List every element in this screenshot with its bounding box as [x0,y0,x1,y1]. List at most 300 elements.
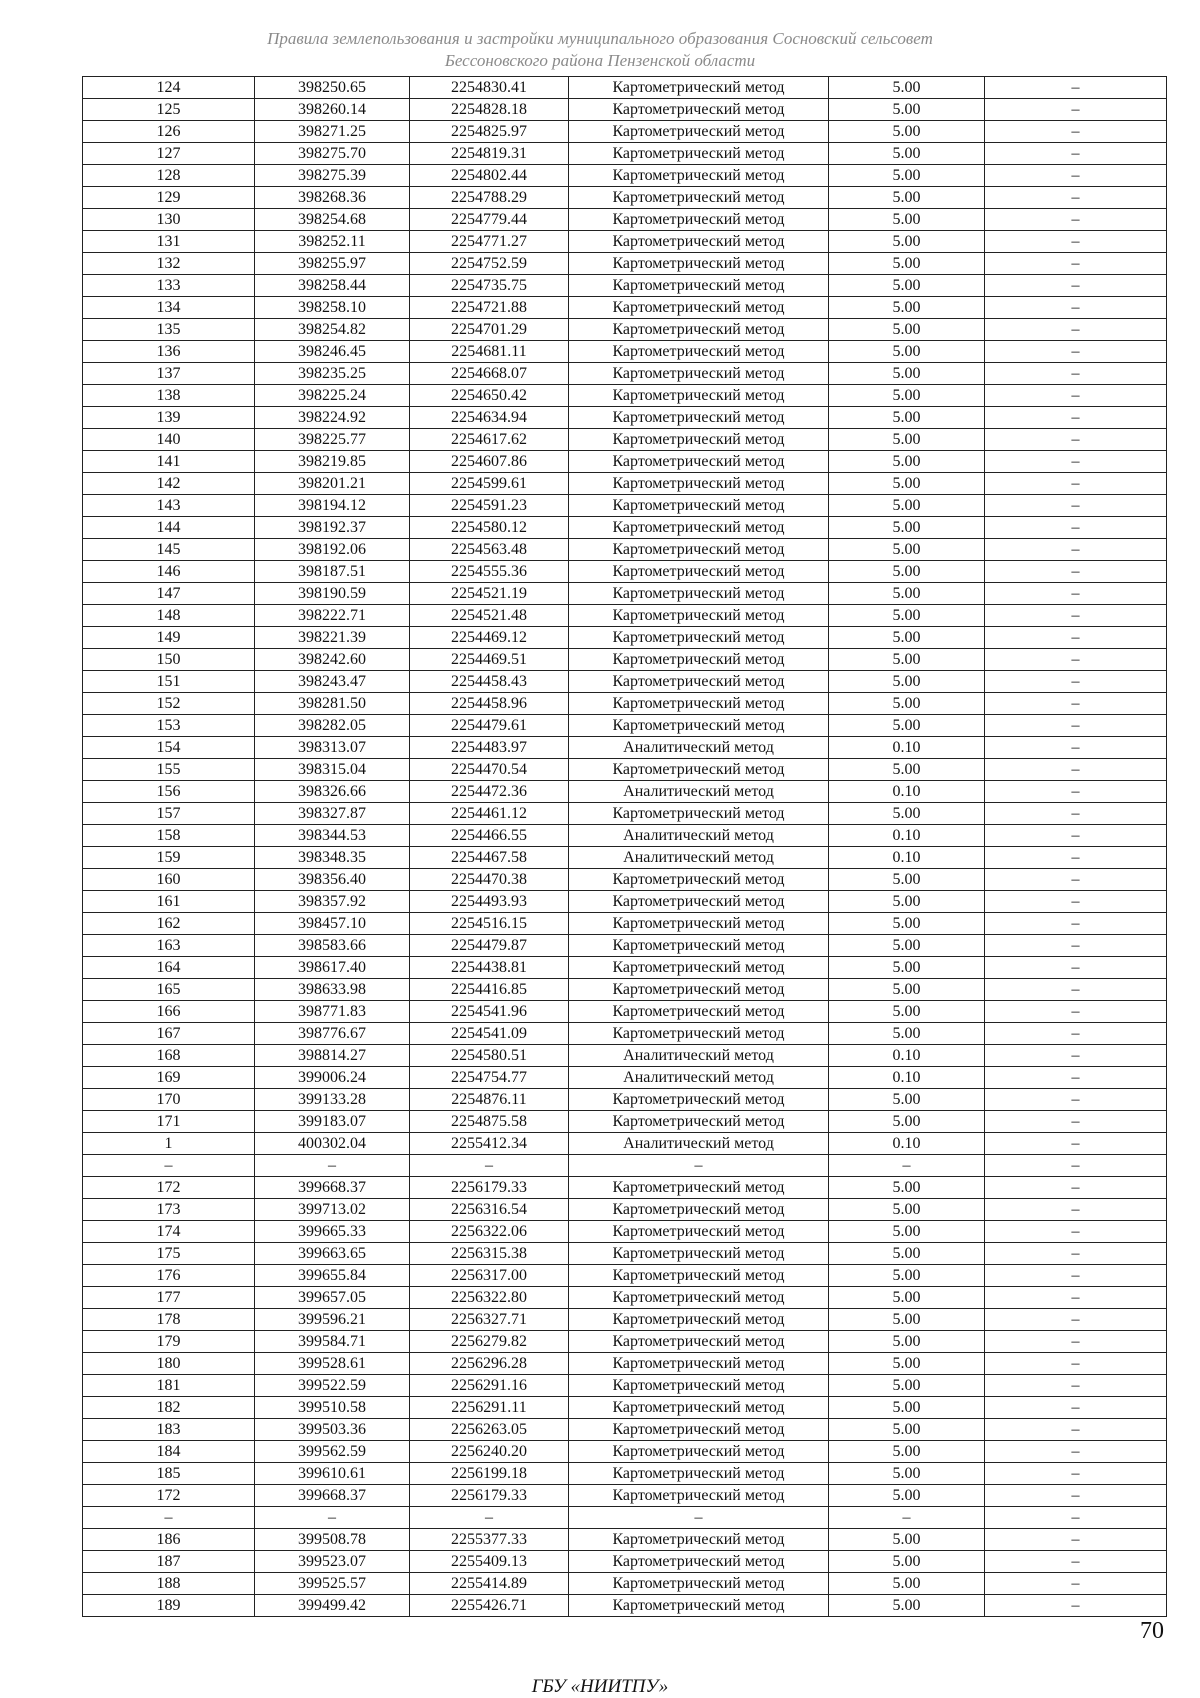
method-cell: Картометрический метод [569,429,829,451]
y-coordinate-cell: 2256317.00 [410,1265,569,1287]
note-cell: – [985,341,1167,363]
note-cell: – [985,275,1167,297]
point-number-cell: 163 [83,935,255,957]
accuracy-cell: 5.00 [829,1353,985,1375]
method-cell: Картометрический метод [569,1265,829,1287]
y-coordinate-cell: 2254875.58 [410,1111,569,1133]
accuracy-cell: 0.10 [829,781,985,803]
note-cell: – [985,1485,1167,1507]
table-row [83,759,1167,781]
method-cell: Картометрический метод [569,1375,829,1397]
y-coordinate-cell: 2254819.31 [410,143,569,165]
x-coordinate-cell: 398617.40 [255,957,410,979]
y-coordinate-cell: 2256322.06 [410,1221,569,1243]
x-coordinate-cell: 398219.85 [255,451,410,473]
x-coordinate-cell: 398225.24 [255,385,410,407]
point-number-cell: 137 [83,363,255,385]
method-cell: Картометрический метод [569,319,829,341]
accuracy-cell: 5.00 [829,253,985,275]
note-cell: – [985,1111,1167,1133]
method-cell: Картометрический метод [569,1199,829,1221]
table-row [83,363,1167,385]
point-number-cell: 172 [83,1485,255,1507]
table-row [83,319,1167,341]
x-coordinate-cell: 398315.04 [255,759,410,781]
note-cell: – [985,473,1167,495]
table-row [83,1177,1167,1199]
x-coordinate-cell: 398282.05 [255,715,410,737]
point-number-cell: 124 [83,77,255,99]
note-cell: – [985,1089,1167,1111]
x-coordinate-cell: 398268.36 [255,187,410,209]
accuracy-cell: 5.00 [829,121,985,143]
note-cell: – [985,1595,1167,1617]
point-number-cell: 127 [83,143,255,165]
table-row [83,1309,1167,1331]
note-cell: – [985,869,1167,891]
point-number-cell: 141 [83,451,255,473]
note-cell: – [985,759,1167,781]
x-coordinate-cell: 399668.37 [255,1177,410,1199]
note-cell: – [985,517,1167,539]
x-coordinate-cell: 398357.92 [255,891,410,913]
note-cell: – [985,165,1167,187]
point-number-cell: 175 [83,1243,255,1265]
y-coordinate-cell: 2254470.54 [410,759,569,781]
y-coordinate-cell: 2254617.62 [410,429,569,451]
note-cell: – [985,385,1167,407]
note-cell: – [985,297,1167,319]
table-row [83,1397,1167,1419]
point-number-cell: 153 [83,715,255,737]
y-coordinate-cell: 2254479.61 [410,715,569,737]
note-cell: – [985,825,1167,847]
accuracy-cell: 5.00 [829,693,985,715]
method-cell: Картометрический метод [569,143,829,165]
y-coordinate-cell: 2254607.86 [410,451,569,473]
x-coordinate-cell: 398192.37 [255,517,410,539]
table-row [83,627,1167,649]
point-number-cell: 126 [83,121,255,143]
y-coordinate-cell: 2254555.36 [410,561,569,583]
y-coordinate-cell: 2254580.51 [410,1045,569,1067]
method-cell: Картометрический метод [569,693,829,715]
table-row [83,1089,1167,1111]
y-coordinate-cell: 2254752.59 [410,253,569,275]
table-row [83,671,1167,693]
y-coordinate-cell: 2256296.28 [410,1353,569,1375]
page-number: 70 [1140,1618,1164,1644]
x-coordinate-cell: 398271.25 [255,121,410,143]
method-cell: Картометрический метод [569,1595,829,1617]
accuracy-cell: 5.00 [829,539,985,561]
point-number-cell: 144 [83,517,255,539]
note-cell: – [985,1507,1167,1529]
note-cell: – [985,1133,1167,1155]
x-coordinate-cell: 398254.68 [255,209,410,231]
accuracy-cell: 5.00 [829,473,985,495]
note-cell: – [985,1199,1167,1221]
page-header-line-2: Бессоновского района Пензенской области [444,51,756,70]
method-cell: Картометрический метод [569,869,829,891]
table-row [83,275,1167,297]
point-number-cell: 140 [83,429,255,451]
point-number-cell: 154 [83,737,255,759]
accuracy-cell: 5.00 [829,561,985,583]
method-cell: Картометрический метод [569,341,829,363]
table-row [83,583,1167,605]
method-cell: Картометрический метод [569,1023,829,1045]
x-coordinate-cell: 398246.45 [255,341,410,363]
accuracy-cell: 5.00 [829,1177,985,1199]
note-cell: – [985,1573,1167,1595]
accuracy-cell: 5.00 [829,913,985,935]
y-coordinate-cell: 2254516.15 [410,913,569,935]
method-cell: Картометрический метод [569,803,829,825]
method-cell: Картометрический метод [569,1243,829,1265]
y-coordinate-cell: 2254788.29 [410,187,569,209]
table-row [83,1155,1167,1177]
y-coordinate-cell: 2254493.93 [410,891,569,913]
y-coordinate-cell: 2254591.23 [410,495,569,517]
method-cell: Аналитический метод [569,737,829,759]
y-coordinate-cell: 2254472.36 [410,781,569,803]
table-row [83,1485,1167,1507]
y-coordinate-cell: 2254438.81 [410,957,569,979]
table-row [83,913,1167,935]
y-coordinate-cell: 2254416.85 [410,979,569,1001]
accuracy-cell: 5.00 [829,935,985,957]
table-row [83,1529,1167,1551]
point-number-cell: 149 [83,627,255,649]
y-coordinate-cell: 2256263.05 [410,1419,569,1441]
y-coordinate-cell: 2256240.20 [410,1441,569,1463]
note-cell: – [985,1045,1167,1067]
point-number-cell: 181 [83,1375,255,1397]
point-number-cell: 165 [83,979,255,1001]
table-row [83,539,1167,561]
accuracy-cell: 5.00 [829,1265,985,1287]
method-cell: Картометрический метод [569,1287,829,1309]
table-row [83,517,1167,539]
point-number-cell: 180 [83,1353,255,1375]
y-coordinate-cell: 2256291.11 [410,1397,569,1419]
note-cell: – [985,451,1167,473]
note-cell: – [985,1243,1167,1265]
y-coordinate-cell: 2254779.44 [410,209,569,231]
x-coordinate-cell: 399508.78 [255,1529,410,1551]
point-number-cell: 139 [83,407,255,429]
table-row [83,429,1167,451]
point-number-cell: 162 [83,913,255,935]
accuracy-cell: 5.00 [829,715,985,737]
point-number-cell: 147 [83,583,255,605]
accuracy-cell: 5.00 [829,1001,985,1023]
method-cell: Картометрический метод [569,187,829,209]
accuracy-cell: 0.10 [829,847,985,869]
accuracy-cell: 5.00 [829,627,985,649]
point-number-cell: 182 [83,1397,255,1419]
y-coordinate-cell: 2256179.33 [410,1485,569,1507]
y-coordinate-cell: 2254735.75 [410,275,569,297]
note-cell: – [985,891,1167,913]
table-row [83,869,1167,891]
x-coordinate-cell: 400302.04 [255,1133,410,1155]
y-coordinate-cell: 2254467.58 [410,847,569,869]
x-coordinate-cell: 398187.51 [255,561,410,583]
accuracy-cell: 5.00 [829,451,985,473]
x-coordinate-cell: 398776.67 [255,1023,410,1045]
x-coordinate-cell: 398194.12 [255,495,410,517]
accuracy-cell: 5.00 [829,1111,985,1133]
accuracy-cell: 5.00 [829,649,985,671]
y-coordinate-cell: 2254802.44 [410,165,569,187]
x-coordinate-cell: 398224.92 [255,407,410,429]
x-coordinate-cell: 398457.10 [255,913,410,935]
accuracy-cell: 0.10 [829,825,985,847]
note-cell: – [985,605,1167,627]
x-coordinate-cell: 398258.10 [255,297,410,319]
note-cell: – [985,1309,1167,1331]
x-coordinate-cell: 399183.07 [255,1111,410,1133]
note-cell: – [985,407,1167,429]
table-row [83,561,1167,583]
y-coordinate-cell: 2254650.42 [410,385,569,407]
point-number-cell: 135 [83,319,255,341]
x-coordinate-cell: 399655.84 [255,1265,410,1287]
x-coordinate-cell: 399668.37 [255,1485,410,1507]
method-cell: Картометрический метод [569,1397,829,1419]
y-coordinate-cell: 2254563.48 [410,539,569,561]
y-coordinate-cell: 2254483.97 [410,737,569,759]
accuracy-cell: 5.00 [829,297,985,319]
y-coordinate-cell: 2254681.11 [410,341,569,363]
method-cell: Картометрический метод [569,407,829,429]
table-row [83,1001,1167,1023]
method-cell: Картометрический метод [569,165,829,187]
y-coordinate-cell: 2256279.82 [410,1331,569,1353]
y-coordinate-cell: 2254479.87 [410,935,569,957]
x-coordinate-cell: 398313.07 [255,737,410,759]
note-cell: – [985,979,1167,1001]
y-coordinate-cell: 2254825.97 [410,121,569,143]
x-coordinate-cell: 398344.53 [255,825,410,847]
accuracy-cell: 5.00 [829,1529,985,1551]
point-number-cell: 179 [83,1331,255,1353]
accuracy-cell: 5.00 [829,363,985,385]
accuracy-cell: 5.00 [829,891,985,913]
point-number-cell: 189 [83,1595,255,1617]
table-row [83,187,1167,209]
point-number-cell: 160 [83,869,255,891]
note-cell: – [985,671,1167,693]
table-row [83,1375,1167,1397]
method-cell: Картометрический метод [569,451,829,473]
x-coordinate-cell: 398243.47 [255,671,410,693]
y-coordinate-cell: 2255377.33 [410,1529,569,1551]
point-number-cell: 178 [83,1309,255,1331]
y-coordinate-cell: – [410,1507,569,1529]
point-number-cell: 143 [83,495,255,517]
note-cell: – [985,143,1167,165]
x-coordinate-cell: 399499.42 [255,1595,410,1617]
point-number-cell: 184 [83,1441,255,1463]
page-header [0,28,1200,72]
x-coordinate-cell: 399510.58 [255,1397,410,1419]
x-coordinate-cell: 398356.40 [255,869,410,891]
table-row [83,165,1167,187]
note-cell: – [985,935,1167,957]
method-cell: Картометрический метод [569,209,829,231]
y-coordinate-cell: 2254830.41 [410,77,569,99]
table-row [83,1199,1167,1221]
point-number-cell: 164 [83,957,255,979]
table-row [83,957,1167,979]
y-coordinate-cell: 2256322.80 [410,1287,569,1309]
method-cell: Картометрический метод [569,1111,829,1133]
point-number-cell: 150 [83,649,255,671]
point-number-cell: 177 [83,1287,255,1309]
x-coordinate-cell: 399584.71 [255,1331,410,1353]
table-row [83,451,1167,473]
accuracy-cell: – [829,1155,985,1177]
x-coordinate-cell: 398252.11 [255,231,410,253]
accuracy-cell: 5.00 [829,165,985,187]
method-cell: Картометрический метод [569,473,829,495]
table-row [83,737,1167,759]
note-cell: – [985,649,1167,671]
accuracy-cell: 5.00 [829,341,985,363]
point-number-cell: 148 [83,605,255,627]
method-cell: Картометрический метод [569,1463,829,1485]
point-number-cell: 172 [83,1177,255,1199]
method-cell: Картометрический метод [569,231,829,253]
x-coordinate-cell: 399596.21 [255,1309,410,1331]
accuracy-cell: 5.00 [829,517,985,539]
table-row [83,1287,1167,1309]
method-cell: Картометрический метод [569,1221,829,1243]
point-number-cell: 155 [83,759,255,781]
table-row [83,385,1167,407]
table-row [83,77,1167,99]
method-cell: Аналитический метод [569,847,829,869]
note-cell: – [985,1353,1167,1375]
y-coordinate-cell: 2254828.18 [410,99,569,121]
point-number-cell: 130 [83,209,255,231]
method-cell: Картометрический метод [569,605,829,627]
y-coordinate-cell: 2254521.19 [410,583,569,605]
x-coordinate-cell: 399525.57 [255,1573,410,1595]
method-cell: – [569,1155,829,1177]
accuracy-cell: 5.00 [829,1441,985,1463]
page-footer: ГБУ «НИИТПУ» [531,1676,669,1697]
note-cell: – [985,583,1167,605]
table-row [83,253,1167,275]
x-coordinate-cell: 398771.83 [255,1001,410,1023]
accuracy-cell: 5.00 [829,1463,985,1485]
point-number-cell: 133 [83,275,255,297]
note-cell: – [985,495,1167,517]
y-coordinate-cell: 2256316.54 [410,1199,569,1221]
x-coordinate-cell: 399665.33 [255,1221,410,1243]
table-row [83,1265,1167,1287]
accuracy-cell: 5.00 [829,583,985,605]
point-number-cell: 166 [83,1001,255,1023]
accuracy-cell: 5.00 [829,319,985,341]
method-cell: Картометрический метод [569,1485,829,1507]
note-cell: – [985,1419,1167,1441]
method-cell: Картометрический метод [569,671,829,693]
point-number-cell: 1 [83,1133,255,1155]
accuracy-cell: – [829,1507,985,1529]
page-header-line-1: Правила землепользования и застройки муниципального образования Сосновский сельсовет [267,29,933,48]
note-cell: – [985,957,1167,979]
accuracy-cell: 5.00 [829,869,985,891]
table-row [83,1507,1167,1529]
table-row [83,1573,1167,1595]
table-row [83,209,1167,231]
method-cell: Аналитический метод [569,825,829,847]
table-row [83,649,1167,671]
note-cell: – [985,77,1167,99]
accuracy-cell: 5.00 [829,1243,985,1265]
accuracy-cell: 5.00 [829,1089,985,1111]
x-coordinate-cell: 398583.66 [255,935,410,957]
point-number-cell: 129 [83,187,255,209]
accuracy-cell: 5.00 [829,1595,985,1617]
method-cell: Картометрический метод [569,957,829,979]
x-coordinate-cell: 398225.77 [255,429,410,451]
point-number-cell: 168 [83,1045,255,1067]
y-coordinate-cell: 2254754.77 [410,1067,569,1089]
note-cell: – [985,715,1167,737]
note-cell: – [985,627,1167,649]
table-row [83,605,1167,627]
method-cell: Картометрический метод [569,363,829,385]
coordinates-table [82,76,1167,1617]
table-row [83,99,1167,121]
note-cell: – [985,1155,1167,1177]
point-number-cell: 158 [83,825,255,847]
accuracy-cell: 5.00 [829,803,985,825]
point-number-cell: 186 [83,1529,255,1551]
accuracy-cell: 0.10 [829,1067,985,1089]
point-number-cell: 125 [83,99,255,121]
note-cell: – [985,1375,1167,1397]
accuracy-cell: 5.00 [829,1331,985,1353]
note-cell: – [985,847,1167,869]
note-cell: – [985,1177,1167,1199]
y-coordinate-cell: 2254580.12 [410,517,569,539]
x-coordinate-cell: 399562.59 [255,1441,410,1463]
x-coordinate-cell: 399503.36 [255,1419,410,1441]
accuracy-cell: 5.00 [829,1419,985,1441]
table-row [83,781,1167,803]
x-coordinate-cell: 398192.06 [255,539,410,561]
y-coordinate-cell: 2255426.71 [410,1595,569,1617]
accuracy-cell: 5.00 [829,1573,985,1595]
table-row [83,1441,1167,1463]
x-coordinate-cell: 399006.24 [255,1067,410,1089]
table-row [83,1045,1167,1067]
method-cell: Картометрический метод [569,517,829,539]
table-row [83,979,1167,1001]
method-cell: Картометрический метод [569,1441,829,1463]
note-cell: – [985,1551,1167,1573]
y-coordinate-cell: 2256199.18 [410,1463,569,1485]
x-coordinate-cell: 398255.97 [255,253,410,275]
accuracy-cell: 5.00 [829,275,985,297]
